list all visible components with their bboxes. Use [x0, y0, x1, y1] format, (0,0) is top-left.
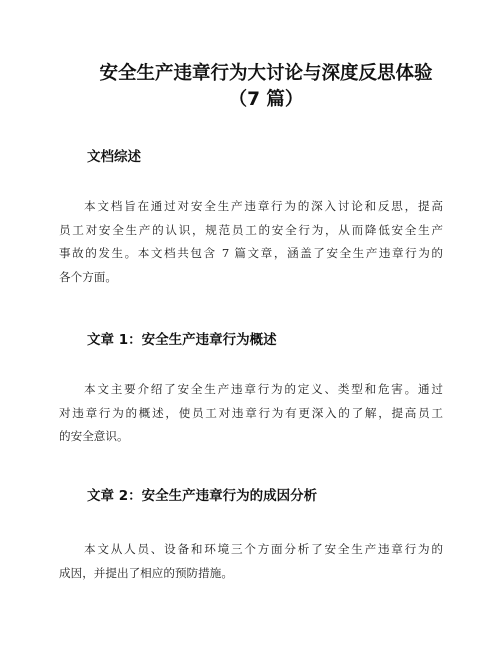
paragraph-line: 各个方面。	[59, 270, 117, 285]
paragraph-line: 员工对安全生产的认识，规范员工的安全行为，从而降低安全生产	[59, 222, 443, 237]
section-paragraph-article-1	[59, 378, 443, 449]
paragraph-line: 本文主要介绍了安全生产违章行为的定义、类型和危害。通过	[84, 382, 443, 396]
title-line: 安全生产违章行为大讨论与深度反思体验	[99, 63, 433, 84]
paragraph-line: 成因，并提出了相应的预防措施。	[59, 565, 233, 580]
title-line: （7 篇）	[228, 89, 304, 110]
section-heading-overview: 文档综述	[87, 149, 141, 165]
section-heading-article-1: 文章 1：安全生产违章行为概述	[87, 332, 277, 348]
document-title	[70, 61, 462, 113]
section-paragraph-article-2	[59, 538, 443, 585]
section-heading-article-2: 文章 2：安全生产违章行为的成因分析	[87, 488, 318, 504]
section-paragraph-overview	[59, 195, 443, 290]
paragraph-line: 的安全意识。	[59, 429, 129, 444]
paragraph-line: 本文从人员、设备和环境三个方面分析了安全生产违章行为的	[84, 542, 443, 556]
paragraph-line: 事故的发生。本文档共包含 7 篇文章，涵盖了安全生产违章行为的	[59, 246, 443, 261]
paragraph-line: 对违章行为的概述，使员工对违章行为有更深入的了解，提高员工	[59, 405, 443, 420]
paragraph-line: 本文档旨在通过对安全生产违章行为的深入讨论和反思，提高	[84, 199, 443, 213]
